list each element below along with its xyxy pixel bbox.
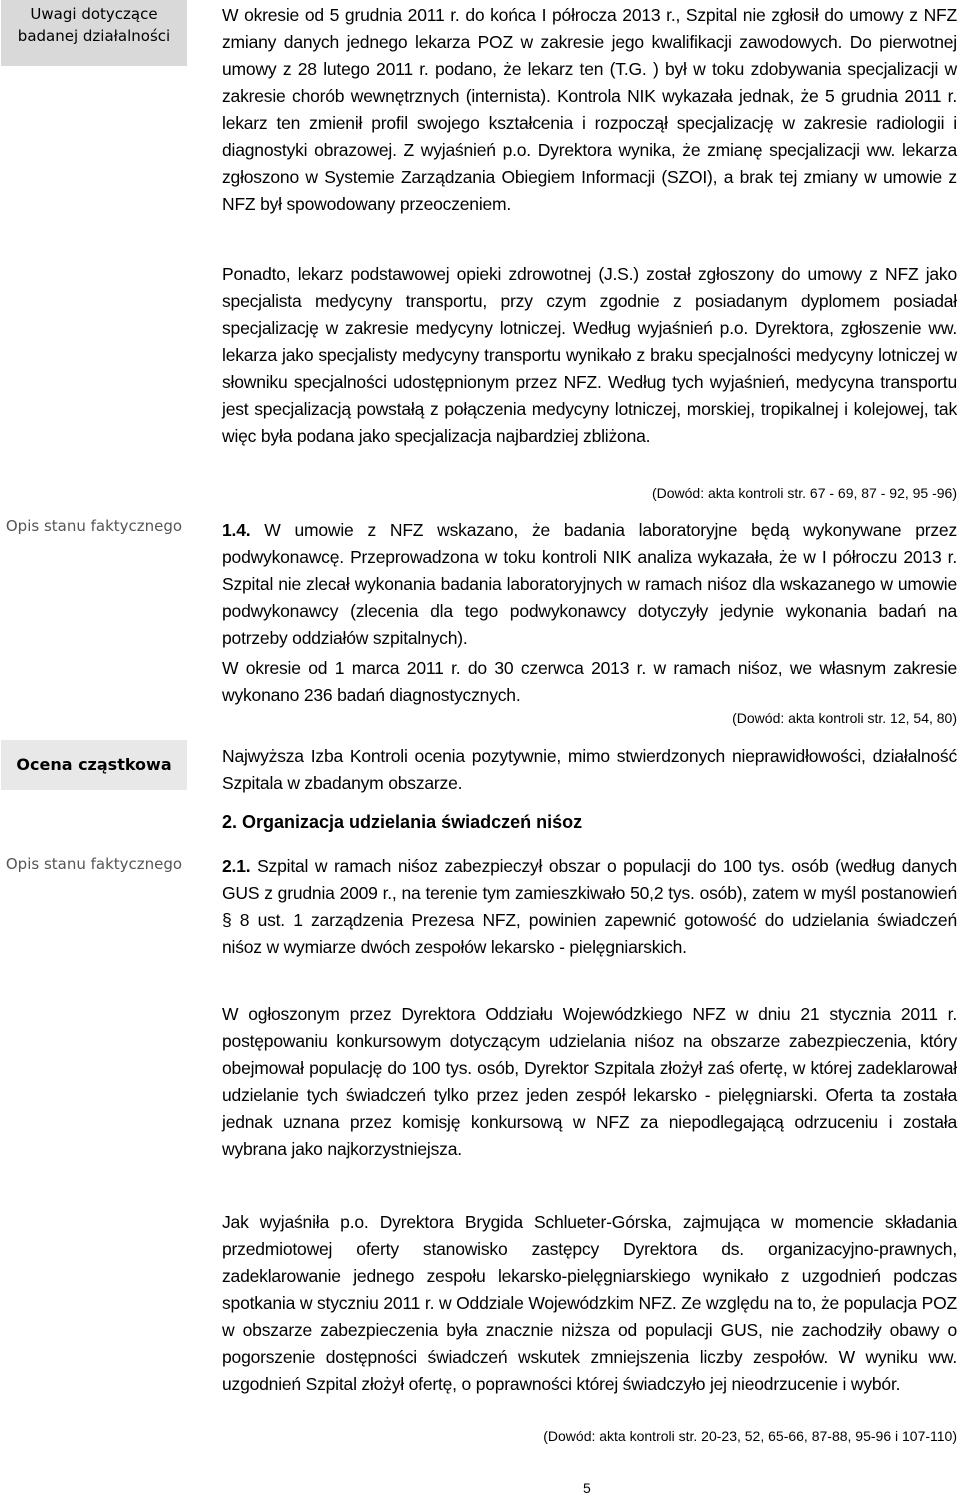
section-heading-2: 2. Organizacja udzielania świadczeń niśoz bbox=[222, 812, 583, 832]
sidebar-box-uwagi: Uwagi dotyczące badanej działalności bbox=[1, 0, 187, 66]
section-number-1-4: 1.4. bbox=[222, 520, 251, 540]
paragraph-p5: Najwyższa Izba Kontroli ocenia pozytywnie, mimo stwierdzonych nieprawidłowości, działalność Szpitala w zbadanym obszarze. bbox=[222, 746, 957, 793]
sidebar-box-ocena: Ocena cząstkowa bbox=[1, 740, 187, 790]
paragraph-p6-text: Szpital w ramach niśoz zabezpieczył obszar o populacji do 100 tys. osób (według danych GUS z grudnia 2009 r., na terenie tym zamieszkiwało 50,2 tys. osób), zatem w myśl postanowień § 8 ust. 1 zarządzenia Prezesa NFZ, powinien zapewnić gotowość do udzielania świadczeń niśoz w wymiarze dwóch zespołów lekarsko - pielęgniarskich. bbox=[222, 856, 957, 957]
paragraph-p1: W okresie od 5 grudnia 2011 r. do końca I półrocza 2013 r., Szpital nie zgłosił do umowy z NFZ zmiany danych jednego lekarza POZ w zakresie jego kwalifikacji zawodowych. Do pierwotnej umowy z 28 lutego 2011 r. podano, że lekarz ten (T.G. ) był w toku zdobywania specjalizacji w zakresie chorób wewnętrznych (internista). Kontrola NIK wykazała jednak, że 5 grudnia 2011 r. lekarz ten zmienił profil swojego kształcenia i rozpoczął specjalizację w zakresie radiologii i diagnostyki obrazowej. Z wyjaśnień p.o. Dyrektora wynika, że zmianę specjalizacji ww. lekarza zgłoszono w Systemie Zarządzania Obiegiem Informacji (SZOI), a brak tej zmiany w umowie z NFZ był spowodowany przeoczeniem. bbox=[222, 5, 957, 214]
paragraph-p2: Ponadto, lekarz podstawowej opieki zdrowotnej (J.S.) został zgłoszony do umowy z NFZ jako specjalista medycyny transportu, przy czym zgodnie z posiadanym dyplomem posiadał specjalizację w zakresie medycyny lotniczej. Według wyjaśnień p.o. Dyrektora, zgłoszenie ww. lekarza jako specjalisty medycyny transportu wynikało z braku specjalności medycyny lotniczej w słowniku specjalności udostępnionym przez NFZ. Według tych wyjaśnień, medycyna transportu jest specjalizacją powstałą z połączenia medycyny lotniczej, morskiej, tropikalnej i kolejowej, tak więc była podana jako specjalizacja najbardziej zbliżona. bbox=[222, 264, 957, 446]
paragraph-p8: Jak wyjaśniła p.o. Dyrektora Brygida Schlueter-Górska, zajmująca w momencie składania przedmiotowej oferty stanowisko zastępcy Dyrektora ds. organizacyjno-prawnych, zadeklarowanie jednego zespołu lekarsko-pielęgniarskiego wynikało z uzgodnień podczas spotkania w styczniu 2011 r. w Oddziale Wojewódzkim NFZ. Ze względu na to, że populacja POZ w obszarze zabezpieczenia była znacznie niższa od populacji GUS, nie zachodziły obawy o pogorszenie dostępności świadczeń wskutek zmniejszenia liczby zespołów. W wyniku ww. uzgodnień Szpital złożył ofertę, o poprawności której świadczyło jej nieodrzucenie i wybór. bbox=[222, 1212, 957, 1394]
section-number-2-1: 2.1. bbox=[222, 856, 251, 876]
sidebar-label-opis-2: Opis stanu faktycznego bbox=[5, 855, 183, 873]
paragraph-p4: W okresie od 1 marca 2011 r. do 30 czerwca 2013 r. w ramach niśoz, we własnym zakresie wykonano 236 badań diagnostycznych. bbox=[222, 658, 957, 705]
evidence-note-3: (Dowód: akta kontroli str. 20-23, 52, 65-66, 87-88, 95-96 i 107-110) bbox=[543, 1428, 957, 1444]
paragraph-p6 bbox=[222, 853, 957, 961]
paragraph-p3-text: W umowie z NFZ wskazano, że badania laboratoryjne będą wykonywane przez podwykonawcę. Przeprowadzona w toku kontroli NIK analiza wykazała, że w I półroczu 2013 r. Szpital nie zlecał wykonania badania laboratoryjnych w ramach niśoz dla wskazanego w umowie podwykonawcy (zlecenia dla tego podwykonawcy dotyczyły jedynie wykonania badań na potrzeby oddziałów szpitalnych). bbox=[222, 520, 957, 648]
sidebar-label-opis-1: Opis stanu faktycznego bbox=[5, 517, 183, 535]
page-number: 5 bbox=[583, 1480, 591, 1496]
paragraph-p7: W ogłoszonym przez Dyrektora Oddziału Wojewódzkiego NFZ w dniu 21 stycznia 2011 r. postępowaniu konkursowym dotyczącym udzielania niśoz na obszarze zabezpieczenia, który obejmował populację do 100 tys. osób, Dyrektor Szpitala złożył zaś ofertę, w której zadeklarował udzielanie tych świadczeń tylko przez jeden zespół lekarsko - pielęgniarski. Oferta ta została jednak uznana przez komisję konkursową w NFZ za niepodlegającą odrzuceniu i została wybrana jako najkorzystniejsza. bbox=[222, 1004, 957, 1159]
evidence-note-1: (Dowód: akta kontroli str. 67 - 69, 87 - 92, 95 -96) bbox=[651, 485, 957, 501]
paragraph-p3 bbox=[222, 517, 957, 652]
evidence-note-2: (Dowód: akta kontroli str. 12, 54, 80) bbox=[732, 710, 957, 726]
